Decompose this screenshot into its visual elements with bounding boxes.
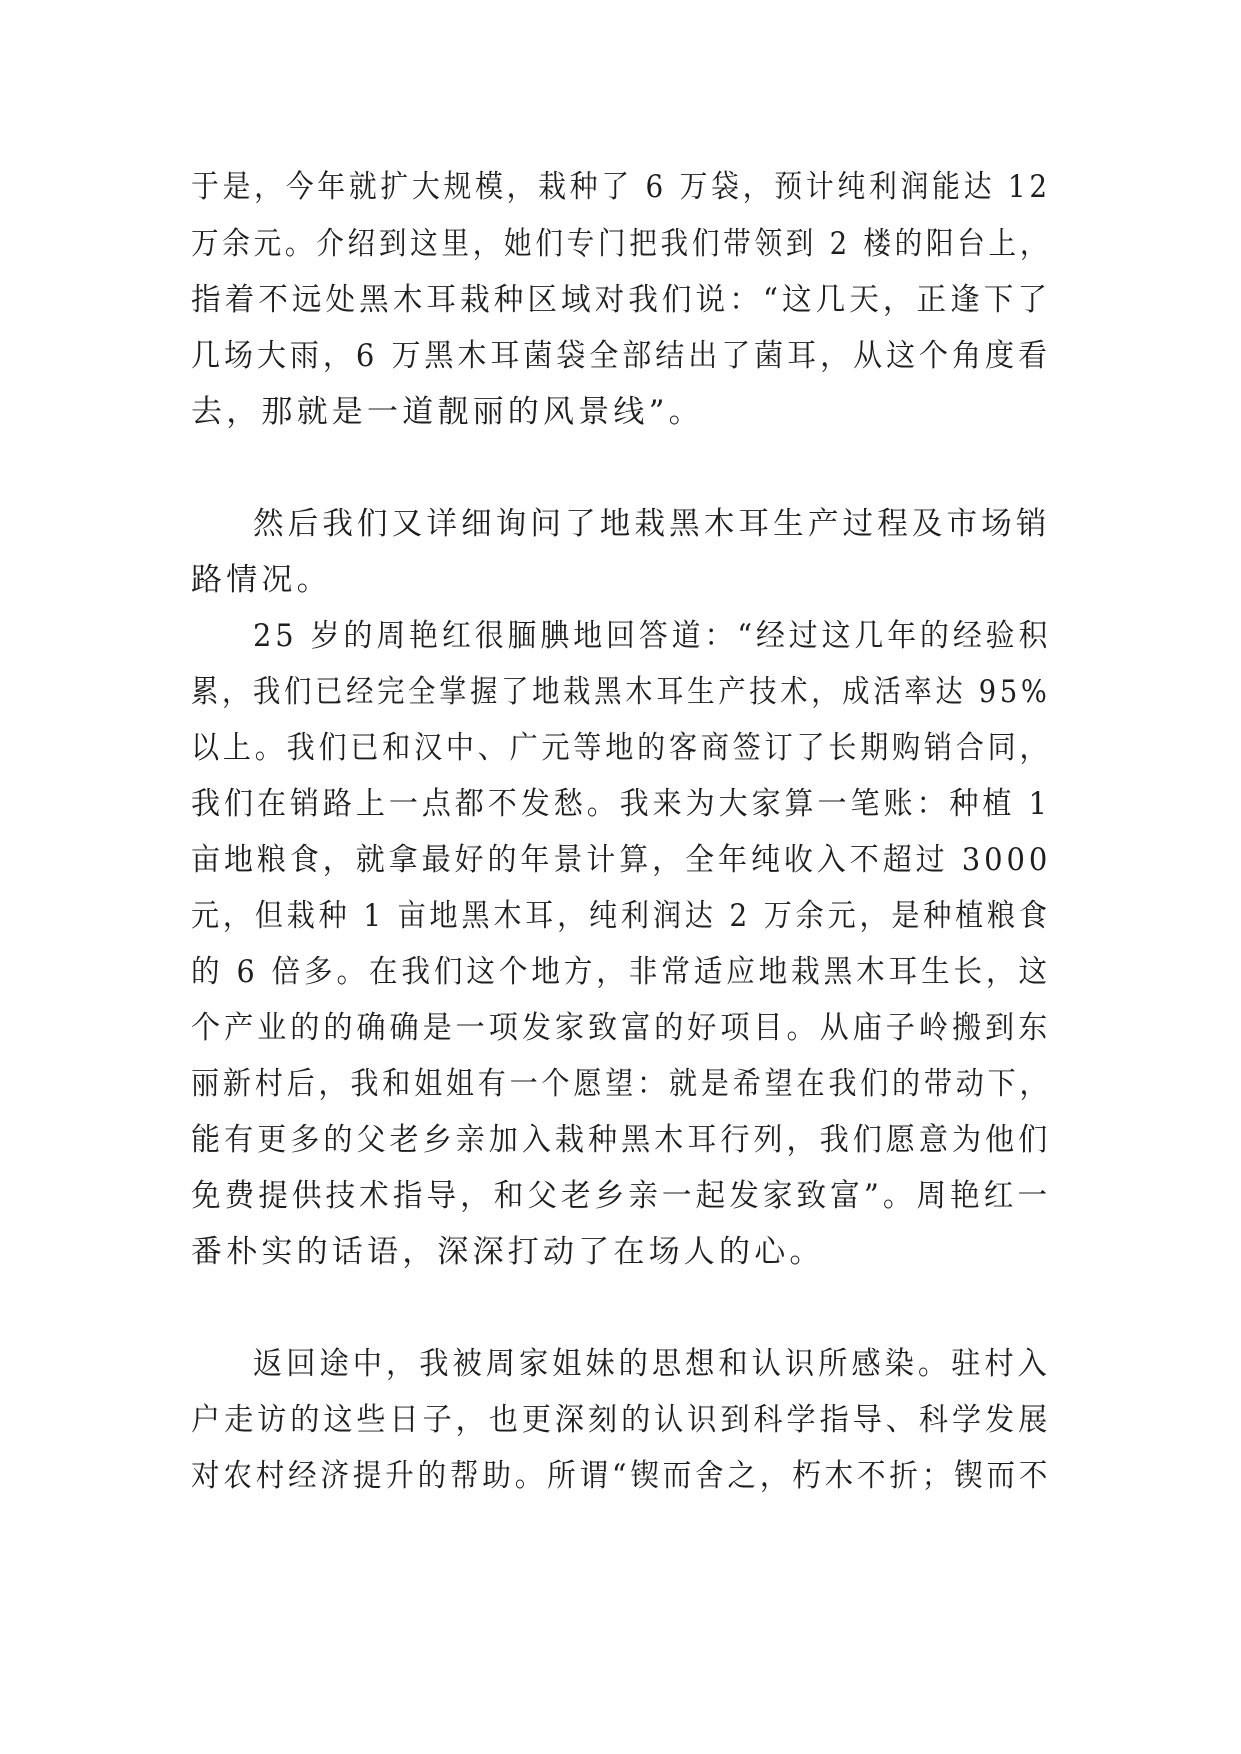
text-line: 元，但栽种 1 亩地黑木耳，纯利润达 2 万余元，是种植粮食 <box>191 898 1051 934</box>
text-line: 以上。我们已和汉中、广元等地的客商签订了长期购销合同， <box>191 730 1052 766</box>
text-line: 去，那就是一道靓丽的风景线”。 <box>191 394 704 430</box>
text-line: 25 岁的周艳红很腼腆地回答道：“经过这几年的经验积 <box>253 618 1052 654</box>
text-line: 番朴实的话语，深深打动了在场人的心。 <box>191 1234 825 1270</box>
text-line: 对农村经济提升的帮助。所谓“锲而舍之，朽木不折；锲而不 <box>191 1458 1052 1494</box>
text-line: 然后我们又详细询问了地栽黑木耳生产过程及市场销 <box>253 506 1051 542</box>
text-line: 几场大雨，6 万黑木耳菌袋全部结出了菌耳，从这个角度看 <box>191 338 1051 374</box>
text-line: 亩地粮食，就拿最好的年景计算，全年纯收入不超过 3000 <box>191 842 1052 878</box>
text-line: 返回途中，我被周家姐妹的思想和认识所感染。驻村入 <box>253 1346 1051 1382</box>
text-line: 累，我们已经完全掌握了地栽黑木耳生产技术，成活率达 95% <box>191 674 1051 710</box>
text-line: 的 6 倍多。在我们这个地方，非常适应地栽黑木耳生长，这 <box>191 954 1051 990</box>
text-line: 户走访的这些日子，也更深刻的认识到科学指导、科学发展 <box>191 1402 1052 1438</box>
text-line: 丽新村后，我和姐姐有一个愿望：就是希望在我们的带动下， <box>191 1066 1052 1102</box>
text-line: 个产业的的确确是一项发家致富的好项目。从庙子岭搬到东 <box>191 1010 1052 1046</box>
text-line: 能有更多的父老乡亲加入栽种黑木耳行列，我们愿意为他们 <box>191 1122 1052 1158</box>
text-line: 免费提供技术指导，和父老乡亲一起发家致富”。周艳红一 <box>191 1178 1052 1214</box>
text-line: 指着不远处黑木耳栽种区域对我们说：“这几天，正逢下了 <box>191 282 1052 318</box>
text-line: 路情况。 <box>191 562 332 598</box>
text-line: 于是，今年就扩大规模，栽种了 6 万袋，预计纯利润能达 12 <box>191 169 1051 205</box>
text-line: 我们在销路上一点都不发愁。我来为大家算一笔账：种植 1 <box>191 786 1051 822</box>
text-line: 万余元。介绍到这里，她们专门把我们带领到 2 楼的阳台上， <box>191 226 1052 262</box>
